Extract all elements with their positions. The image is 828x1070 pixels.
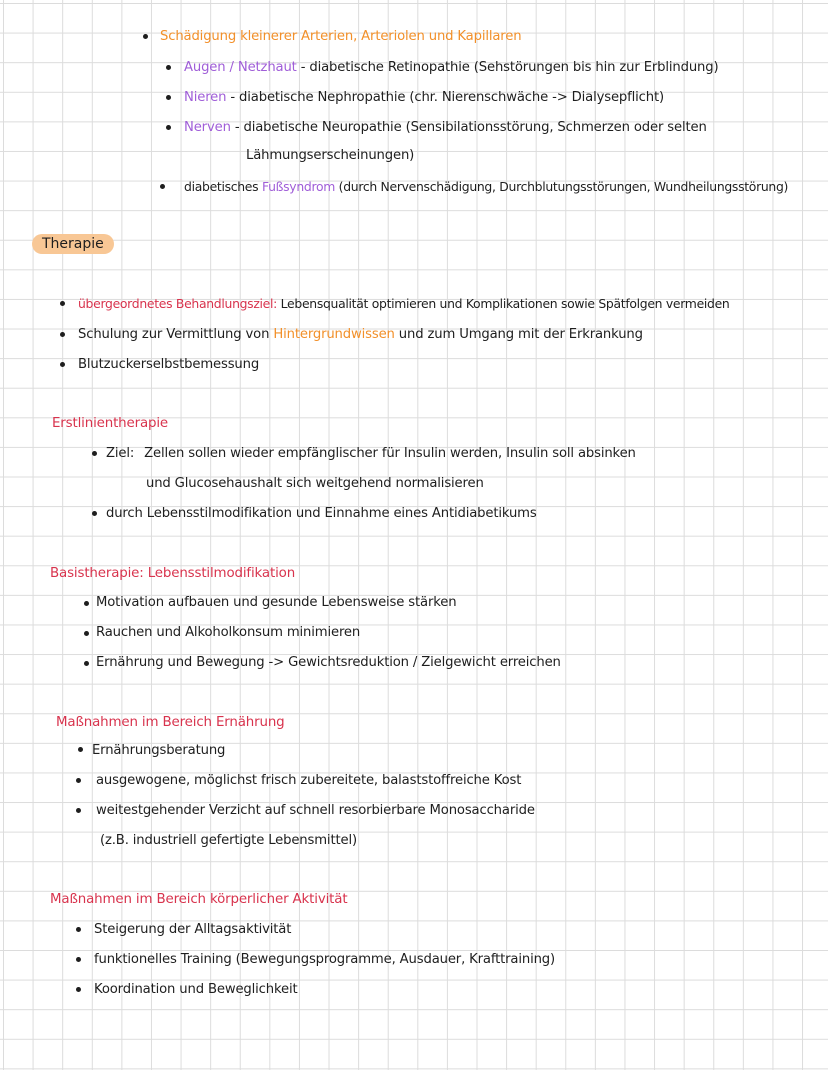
bullet: [160, 184, 165, 189]
bullet: [76, 778, 81, 783]
bullet: [84, 631, 89, 636]
kidneys-text: - diabetische Nephropathie (chr. Nierenschwäche -> Dialysepflicht): [226, 90, 665, 105]
bullet: [76, 957, 81, 962]
first-line-goal-label: Ziel:: [106, 446, 135, 461]
foot-line: [184, 177, 788, 197]
basis-heading: Basistherapie: Lebensstilmodifikation: [50, 566, 296, 581]
foot-term: Fußsyndrom: [261, 179, 336, 194]
bullet: [78, 747, 83, 752]
nerves-term: Nerven: [184, 120, 231, 135]
nerves-line: [184, 118, 707, 138]
basis-item: Ernährung und Bewegung -> Gewichtsreduktion / Zielgewicht erreichen: [96, 655, 561, 670]
training-line: [78, 325, 643, 345]
basis-item: Motivation aufbauen und gesunde Lebensweise stärken: [96, 595, 457, 610]
bullet: [76, 987, 81, 992]
bullet: [84, 661, 89, 666]
therapy-badge: [32, 234, 114, 254]
bullet: [84, 601, 89, 606]
activity-item: Steigerung der Alltagsaktivität: [94, 922, 292, 937]
first-line-goal-cont: und Glucosehaushalt sich weitgehend normalisieren: [146, 476, 484, 491]
foot-text: (durch Nervenschädigung, Durchblutungsstörungen, Wundheilungsstörung): [335, 179, 789, 194]
bullet: [60, 362, 65, 367]
bullet: [60, 301, 65, 306]
bullet: [76, 927, 81, 932]
eyes-text: - diabetische Retinopathie (Sehstörungen bis hin zur Erblindung): [296, 60, 719, 75]
activity-item: Koordination und Beweglichkeit: [94, 982, 298, 997]
first-line-method: durch Lebensstilmodifikation und Einnahme eines Antidiabetikums: [106, 506, 537, 521]
kidneys-line: [184, 88, 664, 108]
activity-heading: Maßnahmen im Bereich körperlicher Aktivität: [50, 892, 348, 907]
training-highlight: Hintergrundwissen: [273, 327, 395, 342]
bullet: [92, 511, 97, 516]
kidneys-term: Nieren: [184, 90, 227, 105]
activity-item: funktionelles Training (Bewegungsprogramme, Ausdauer, Krafttraining): [94, 952, 556, 967]
goal-label: übergeordnetes Behandlungsziel:: [78, 296, 278, 311]
nerves-text: - diabetische Neuropathie (Sensibilationsstörung, Schmerzen oder selten: [230, 120, 707, 135]
nutrition-item: weitestgehender Verzicht auf schnell resorbierbare Monosaccharide: [96, 803, 535, 818]
nerves-line-cont: Lähmungserscheinungen): [246, 148, 415, 163]
nutrition-item: Ernährungsberatung: [92, 743, 226, 758]
bullet: [166, 125, 171, 130]
bullet: [92, 451, 97, 456]
bullet: [166, 65, 171, 70]
bullet: [76, 808, 81, 813]
nutrition-item: ausgewogene, möglichst frisch zubereitete, balaststoffreiche Kost: [96, 773, 522, 788]
foot-prefix: diabetisches: [184, 179, 262, 194]
training-before: Schulung zur Vermittlung von: [78, 327, 274, 342]
nutrition-heading: Maßnahmen im Bereich Ernährung: [56, 715, 285, 730]
training-after: und zum Umgang mit der Erkrankung: [394, 327, 643, 342]
first-line-heading: Erstlinientherapie: [52, 416, 169, 431]
bullet: [60, 332, 65, 337]
therapy-badge-label: Therapie: [42, 236, 104, 252]
eyes-term: Augen / Netzhaut: [184, 60, 297, 75]
small-vessels-line: Schädigung kleinerer Arterien, Arteriolen und Kapillaren: [160, 29, 522, 44]
eyes-line: [184, 58, 718, 78]
goal-text: Lebensqualität optimieren und Komplikationen sowie Spätfolgen vermeiden: [277, 296, 730, 311]
nutrition-note: (z.B. industriell gefertigte Lebensmittel): [100, 833, 357, 848]
goal-line: [78, 294, 730, 314]
first-line-goal-text: Zellen sollen wieder empfänglischer für Insulin werden, Insulin soll absinken: [144, 446, 636, 461]
bullet: [143, 34, 148, 39]
first-line-goal: [106, 444, 636, 464]
basis-item: Rauchen und Alkoholkonsum minimieren: [96, 625, 361, 640]
self-measure-line: Blutzuckerselbstbemessung: [78, 357, 260, 372]
bullet: [166, 95, 171, 100]
